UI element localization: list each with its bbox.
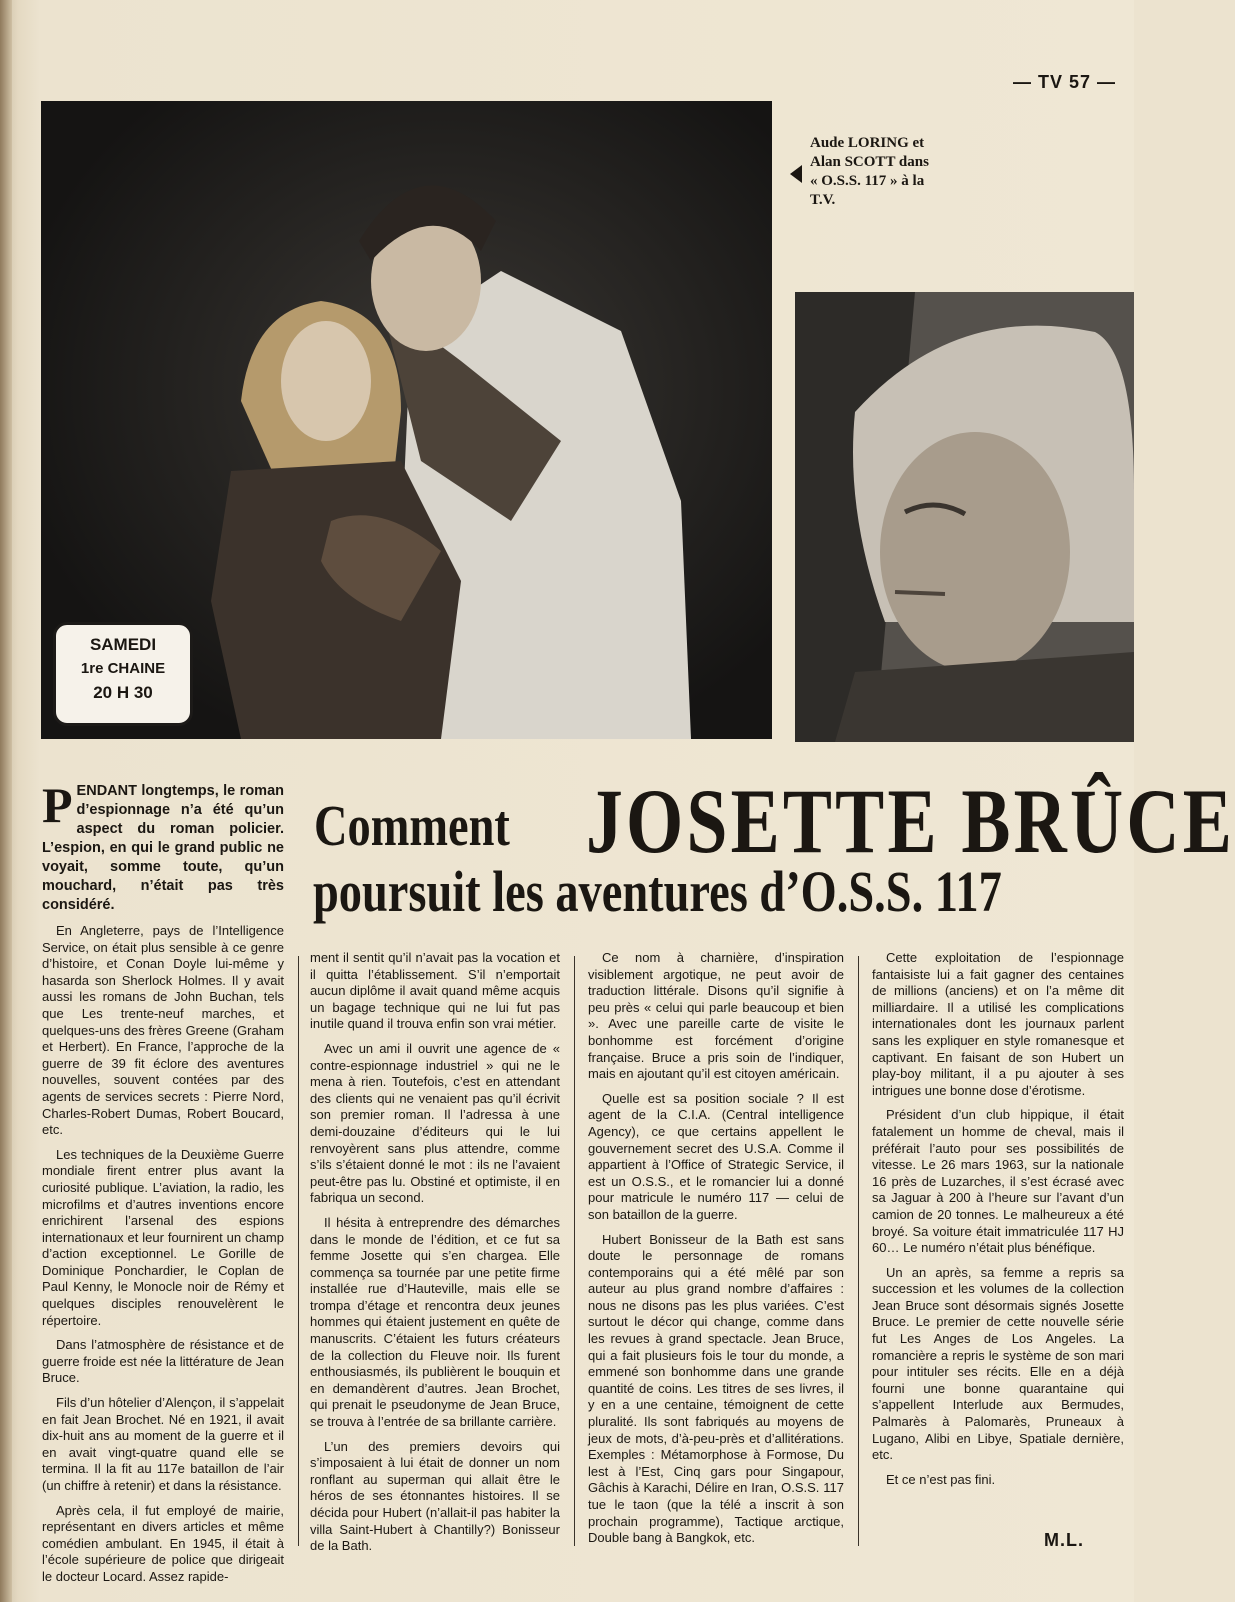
page-number: — TV 57 — [1012, 72, 1116, 92]
headline-subtitle: poursuit les aventures d’O.S.S. 117 [313, 859, 1002, 924]
paragraph: Ce nom à charnière, d’inspiration visiblement argotique, ne peut avoir de traduction littérale. Disons qu’il signifie à peu près « celui qui parle beaucoup et bien ». Avec une pareille carte de visite le bonhomme est forcément d’origine française. Bruce a pris soin de l’indiquer, mais en ajoutant qu’il est citoyen américain. [588, 950, 844, 1082]
paragraph: Quelle est sa position sociale ? Il est agent de la C.I.A. (Central intelligence Agency), ce que certains appellent le gouvernement secret des U.S.A. Comme il appartient à l’Office of Strategic Service, il est un O.S.S., et le romancier lui a donné pour matricule le numéro 117 — celui de son bataillon de la guerre. [588, 1090, 844, 1222]
paragraph: Un an après, sa femme a repris sa succession et les volumes de la collection Jean Bruce sont désormais signés Josette Bruce. Le premier de cette nouvelle série fut Les Anges de Los Angeles. La romancière a repris le système de son mari pour intituler ses récits. Elle en a déjà fourni une bonne quarantaine qui s’appellent Interlude aux Bermudes, Palmarès à Palomarès, Pruneaux à Lugano, Alibi en Libye, Spatiale dernière, etc. [872, 1264, 1124, 1463]
headline-comment: Comment [314, 793, 510, 858]
paragraph: Hubert Bonisseur de la Bath est sans doute le personnage de romans contemporains qui a été mêlé par son auteur au plus grand nombre d’affaires : nous ne disons pas les plus variées. C’est surtout le décor qui change, comme dans les revues à grand spectacle. Jean Bruce, qui a fait plusieurs fois le tour du monde, a emmené son bonhomme dans une grande quantité de coins. Les titres de ses livres, il y en a une centaine, témoignent de cette pluralité. Ils sont fabriqués au moyens de jeux de mots, d’à-peu-près et d’allitérations. Exemples : Métamorphose à Formose, Du lest à l’Est, Cinq gars pour Singapour, Gâchis à Karachi, Délire en Iran, O.S.S. 117 tue le taon (que la télé a inscrit à son prochain programme), Tactique arctique, Double bang à Bangkok, etc. [588, 1231, 844, 1546]
article-column-2 [310, 950, 560, 1563]
page-gutter [0, 0, 12, 1602]
article-column-1 [42, 777, 284, 1594]
paragraph: Cette exploitation de l’espionnage fantaisiste lui a fait gagner des centaines de millions (anciens) et on l’a même dit milliardaire. Il a utilisé les complications internationales dont les journaux parlent sans les expliquer en style romanesque et captivant. En faisant de son Hubert un play-boy militant, il a pu ajouter à ses intrigues une bonne dose d’érotisme. [872, 950, 1124, 1098]
headline-name: JOSETTE BRÛCE [586, 770, 1235, 872]
column-rule [574, 956, 575, 1546]
paragraph: Il hésita à entreprendre des démarches dans le monde de l’édition, et ce fut sa femme Josette qui s’en chargea. Elle commença sa tournée par une petite firme installée rue d’Hauteville, mais elle se trompa d’étage et rencontra deux jeunes hommes qui étaient justement en quête de manuscrits. C’étaient les futurs créateurs de la collection du Fleuve noir. Ils furent enthousiasmés, ils publièrent le bouquin et en demandèrent d’autres. Jean Brochet, qui prenait le pseudonyme de Jean Bruce, se trouva à l’entrée de sa brillante carrière. [310, 1214, 560, 1430]
badge-channel: 1re CHAINE [80, 660, 166, 677]
photo-caption [810, 134, 940, 210]
paragraph: ment il sentit qu’il n’avait pas la vocation et il quitta l’établissement. S’il n’emportait aucun diplôme il avait quand même acquis un bagage technique qui ne lui fut pas inutile quand il trouva enfin son vrai métier. [310, 950, 560, 1032]
paragraph: Président d’un club hippique, il était fatalement un homme de cheval, mais il préférait l’auto pour ses possibilités de vitesse. Le 26 mars 1963, sur la nationale 16 près de Luzarches, il s’est écrasé avec sa Jaguar à 200 à l’heure sur l’avant d’un camion de 20 tonnes. Le malheureux a été broyé. Sa voiture était immatriculée 117 HJ 60… Le numéro n’était plus bénéfique. [872, 1107, 1124, 1256]
column-rule [858, 956, 859, 1546]
badge-time: 20 H 30 [93, 683, 153, 702]
paragraph: Les techniques de la Deuxième Guerre mondiale firent entrer plus avant la curiosité publique. L’aviation, la radio, les microfilms et d’autres inventions encore enrichirent l’arsenal des espions internationaux et leur fournirent un champ d’action exceptionnel. Le Gorille de Dominique Ponchardier, le Coplan de Paul Kenny, le Monocle noir de Rémy et quelques disciples renouvelèrent le répertoire. [42, 1146, 284, 1328]
badge-day: SAMEDI [89, 635, 157, 654]
paragraph: Dans l’atmosphère de résistance et de guerre froide est née la littérature de Jean Bruce. [42, 1337, 284, 1386]
lead-text: ENDANT longtemps, le roman d’espionnage n’a été qu’un aspect du roman policier. L’espion, en qui le grand public ne voyait, somme toute, qu’un mouchard, n’était pas très considéré. [42, 783, 284, 913]
drop-cap: P [42, 777, 73, 833]
article-column-4 [872, 950, 1124, 1496]
caption-text: Aude LORING et Alan SCOTT dans « O.S.S. 117 » à la T.V. [810, 135, 929, 208]
article-lead [42, 777, 284, 915]
broadcast-badge [53, 622, 193, 726]
caption-arrow-icon [790, 165, 802, 183]
paragraph: L’un des premiers devoirs qui s’imposaient à lui était de donner un nom ronflant au superman qui allait être le héros de ses étonnantes histoires. Il se décida pour Hubert (n’allait-il pas habiter la villa Saint-Hubert à Chantilly?) Bonisseur de la Bath. [310, 1438, 560, 1554]
paragraph: En Angleterre, pays de l’Intelligence Service, on était plus sensible à ce genre d’histoire, et Conan Doyle lui-même y hasarda son Sherlock Holmes. Il y avait aussi les romans de John Buchan, tels que Les trente-neuf marches, et quelques-uns des frères Greene (Graham et Herbert). En France, l’approche de la guerre de 39 fit éclore des aventures nouvelles, souvent contées par des agents de services secrets : Pierre Nord, Charles-Robert Dumas, Robert Boucard, etc. [42, 923, 284, 1138]
author-signature: M.L. [1044, 1530, 1084, 1550]
paragraph: Et ce n’est pas fini. [886, 1471, 996, 1487]
paragraph: Après cela, il fut employé de mairie, représentant en divers articles et même comédien ambulant. En 1945, il était à l’école supérieure de police que dirigeait le docteur Locard. Assez rapide- [42, 1502, 284, 1584]
paragraph: Fils d’un hôtelier d’Alençon, il s’appelait en fait Jean Brochet. Né en 1921, il avait dix-huit ans au moment de la guerre et il en avait vingt-quatre quand elle se termina. Il la fit au 117e bataillon de l’air (un chiffre à retenir) et dans la résistance. [42, 1395, 284, 1493]
paragraph: Avec un ami il ouvrit une agence de « contre-espionnage industriel » qui ne le mena à rien. Toutefois, c’est en attendant des clients qui ne venaient pas qu’il écrivit son premier roman. Il l’adressa à une demi-douzaine d’éditeurs qui le lui renvoyèrent sans plus attendre, comme s’ils s’étaient donné le mot : ils ne l’avaient peut-être pas lu. Obstiné et optimiste, il en fabriqua un second. [310, 1040, 560, 1206]
photo-portrait [795, 292, 1134, 742]
column-rule [298, 956, 299, 1546]
article-column-3 [588, 950, 844, 1555]
